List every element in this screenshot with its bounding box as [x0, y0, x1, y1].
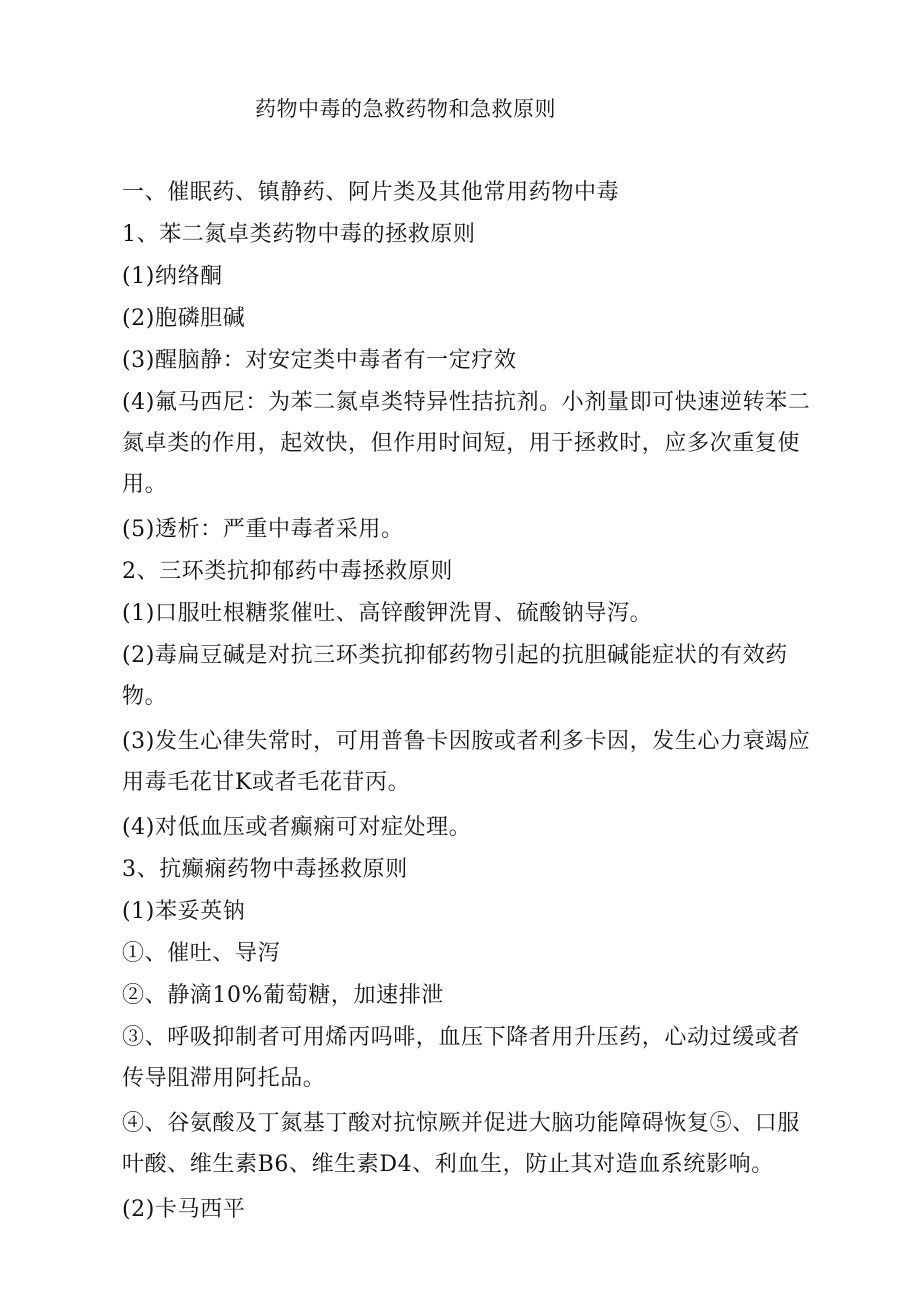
list-item: ①、催吐、导泻: [122, 941, 281, 966]
list-item: ②、静滴10%葡萄糖，加速排泄: [122, 983, 444, 1008]
list-item: (1)口服吐根糖浆催吐、高锌酸钾洗胃、硫酸钠导泻。: [122, 601, 653, 626]
list-item: (4)对低血压或者癫痫可对症处理。: [122, 815, 472, 840]
subsection-heading: 1、苯二氮卓类药物中毒的拯救原则: [122, 222, 476, 247]
subsection-heading: 2、三环类抗抑郁药中毒拯救原则: [122, 559, 453, 584]
list-item: (3)醒脑静：对安定类中毒者有一定疗效: [122, 348, 517, 373]
list-item: (2)毒扁豆碱是对抗三环类抗抑郁药物引起的抗胆碱能症状的有效药物。: [122, 643, 788, 709]
list-item: (5)透析：严重中毒者采用。: [122, 517, 404, 542]
list-item: (1)苯妥英钠: [122, 899, 246, 924]
document-body: [122, 172, 822, 1231]
subsection-heading: 3、抗癫痫药物中毒拯救原则: [122, 857, 408, 882]
list-item: ③、呼吸抑制者可用烯丙吗啡，血压下降者用升压药，心动过缓或者传导阻滞用阿托品。: [122, 1025, 801, 1091]
list-item: (1)纳络酮: [122, 264, 223, 289]
list-item: (2)胞磷胆碱: [122, 306, 246, 331]
document-title: 药物中毒的急救药物和急救原则: [255, 97, 556, 121]
list-item: (4)氟马西尼：为苯二氮卓类特异性拮抗剂。小剂量即可快速逆转苯二氮卓类的作用，起效快，但作用时间短，用于拯救时，应多次重复使用。: [122, 390, 811, 497]
section-heading: 一、催眠药、镇静药、阿片类及其他常用药物中毒: [122, 180, 620, 205]
list-item: (2)卡马西平: [122, 1197, 246, 1222]
list-item: (3)发生心律失常时，可用普鲁卡因胺或者利多卡因，发生心力衰竭应用毒毛花甘K或者毛花苷丙。: [122, 729, 811, 795]
list-item: ④、谷氨酸及丁氮基丁酸对抗惊厥并促进大脑功能障碍恢复⑤、口服叶酸、维生素B6、维生素D4、利血生，防止其对造血系统影响。: [122, 1111, 801, 1177]
